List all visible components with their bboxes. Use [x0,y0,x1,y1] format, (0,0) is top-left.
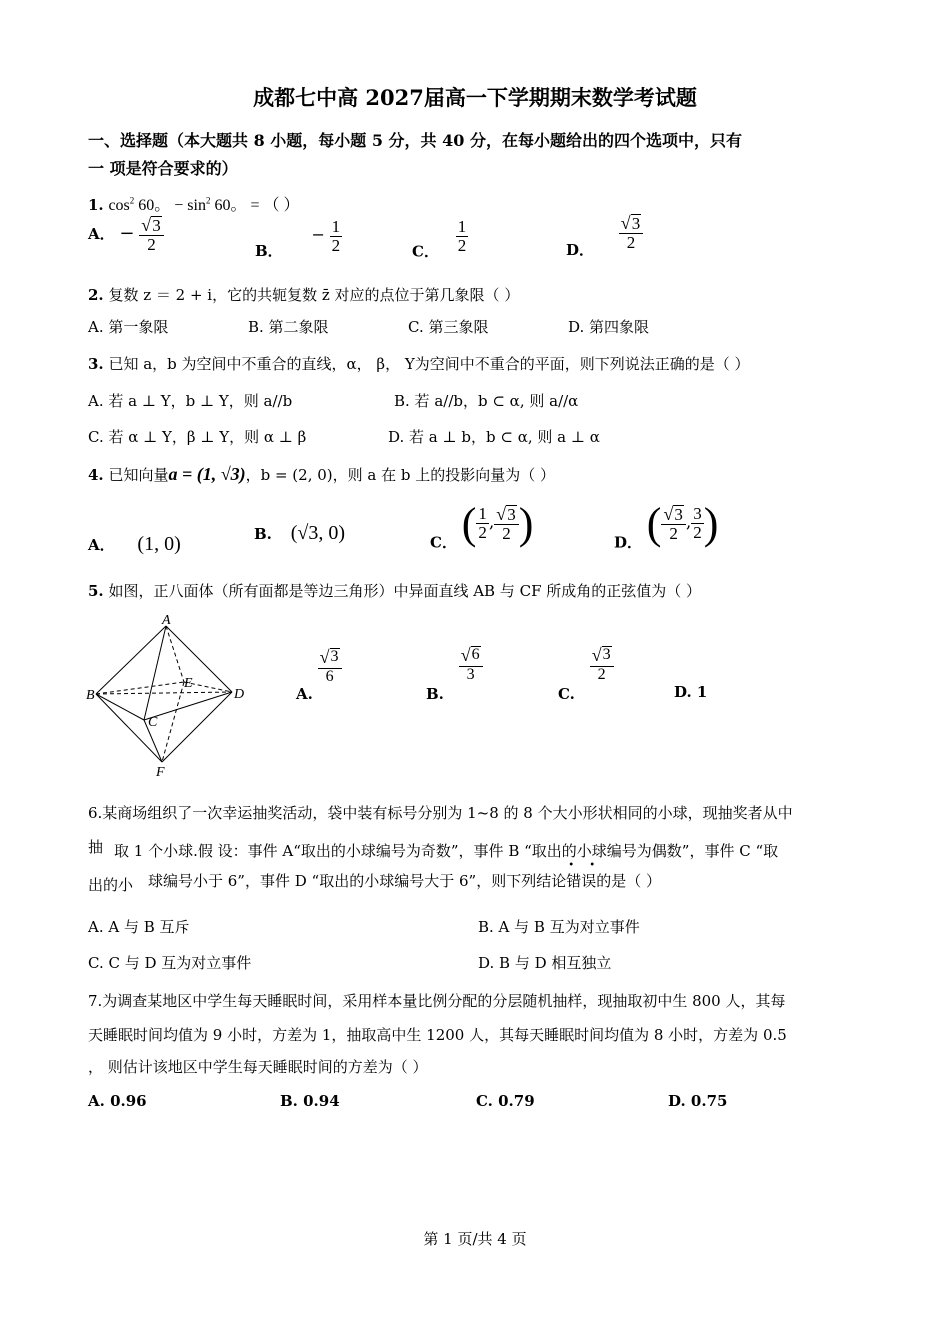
octahedron-edges [96,626,232,762]
question-2-option-c[interactable]: C. 第三象限 [408,318,489,336]
question-6-line3: 球编号小于 6”，事件 D “取出的小球编号大于 6”，则下列结论 • • 错误的是（ ） [148,860,661,890]
question-3-option-d[interactable]: D. 若 a ⊥ b，b ⊂ α, 则 a ⊥ α [388,428,600,446]
question-6-option-a[interactable]: A. A 与 B 互斥 [88,918,190,936]
section-heading-line2: 一 项是符合要求的） [88,159,238,178]
question-6-line3a: 出的小 [88,876,134,894]
question-3-option-b[interactable]: B. 若 a//b，b ⊂ α, 则 a//α [394,392,579,410]
section-heading-line1: 一、选择题（本大题共 8 小题，每小题 5 分，共 40 分，在每小题给出的四个选项中，只有 [88,131,742,150]
question-7-line3: ， 则估计该地区中学生每天睡眠时间的方差为（ ） [88,1058,428,1076]
question-7-option-d[interactable]: D. 0.75 [668,1092,728,1110]
question-7-line2: 天睡眠时间均值为 9 小时，方差为 1，抽取高中生 1200 人，其每天睡眠时间均值为 8 小时，方差为 0.5 [88,1026,787,1044]
question-5-option-b[interactable]: B. √ 6 3 [426,646,483,703]
question-2-stem: 2. 复数 z ＝ 2 + i，它的共轭复数 z̄ 对应的点位于第几象限（ ） [88,286,520,304]
question-4-option-a[interactable]: A． (1, 0) [88,533,181,555]
question-7-line1: 7.为调查某地区中学生每天睡眠时间，采用样本量比例分配的分层随机抽样，现抽取初中生 800 人，其每 [88,992,786,1010]
question-4-option-b[interactable]: B. (√3, 0) [254,522,345,544]
vertex-label-c: C [148,715,158,730]
question-7-option-a[interactable]: A. 0.96 [88,1092,147,1110]
question-6-line1: 6.某商场组织了一次幸运抽奖活动，袋中装有标号分别为 1~8 的 8 个大小形状相同的小球，现抽奖者从中 [88,804,793,822]
question-1-option-b[interactable]: B． − $\frac{1}{2}$ [255,217,341,260]
question-5-stem: 5. 如图，正八面体（所有面都是等边三角形）中异面直线 AB 与 CF 所成角的正弦值为（ ） [88,582,702,600]
vertex-label-f: F [156,765,165,780]
question-6-line2b: 取 1 个小球.假 设：事件 A“取出的小球编号为奇数”，事件 B “取出的小球编号为偶数”，事件 C “取 [114,842,779,860]
question-7-option-b[interactable]: B. 0.94 [280,1092,340,1110]
question-1-option-d[interactable]: D． √ 3 2 [566,214,643,260]
question-1-option-a[interactable]: A． − √ 3 2 [88,216,164,254]
question-5-option-a[interactable]: A. √ 3 6 [296,648,342,703]
question-6-option-d[interactable]: D. B 与 D 相互独立 [478,954,612,972]
question-3-option-c[interactable]: C. 若 α ⊥ Y，β ⊥ Y，则 α ⊥ β [88,428,307,446]
question-1-option-c[interactable]: C． $\frac{1}{2}$ [412,217,467,261]
question-6-option-b[interactable]: B. A 与 B 互为对立事件 [478,918,640,936]
vertex-label-b: B [86,688,95,703]
page-title: 成都七中高 2027届高一下学期期末数学考试题 [253,85,697,110]
question-3-option-a[interactable]: A. 若 a ⊥ Y，b ⊥ Y，则 a//b [88,392,293,410]
question-4-option-c[interactable]: C． ( $\frac{1}{2}$ , √ 3 2 ) [430,499,534,552]
question-6-line2a: 抽 [88,838,104,856]
vertex-label-d: D [234,687,245,702]
question-3-stem: 3. 已知 a，b 为空间中不重合的直线，α， β， Y为空间中不重合的平面，则下列说法正确的是（ ） [88,355,750,373]
page-footer: 第 1 页/共 4 页 [423,1230,527,1248]
question-4-option-d[interactable]: D． ( √ 3 2 , $\frac{3}{2}$ ) [614,499,719,552]
question-4-stem: 4. 已知向量a = (1, √3)，b = (2, 0)，则 a 在 b 上的投影向量为（ ） [88,464,556,484]
emphasis-word: 错误 [566,872,597,890]
question-2-option-d[interactable]: D. 第四象限 [568,318,650,336]
vertex-label-a: A [162,613,171,628]
question-7-option-c[interactable]: C. 0.79 [476,1092,535,1110]
question-5-option-d[interactable]: D. 1 [674,683,708,701]
vertex-label-e: E [184,676,193,691]
question-6-option-c[interactable]: C. C 与 D 互为对立事件 [88,954,252,972]
question-2-option-a[interactable]: A. 第一象限 [88,318,169,336]
question-5-option-c[interactable]: C. √ 3 2 [558,646,614,703]
octahedron-figure [84,612,254,780]
question-1-stem: 1. $\cos^2 60$。 − $\sin^2 60$。 = （ ） [88,195,300,214]
question-2-option-b[interactable]: B. 第二象限 [248,318,329,336]
